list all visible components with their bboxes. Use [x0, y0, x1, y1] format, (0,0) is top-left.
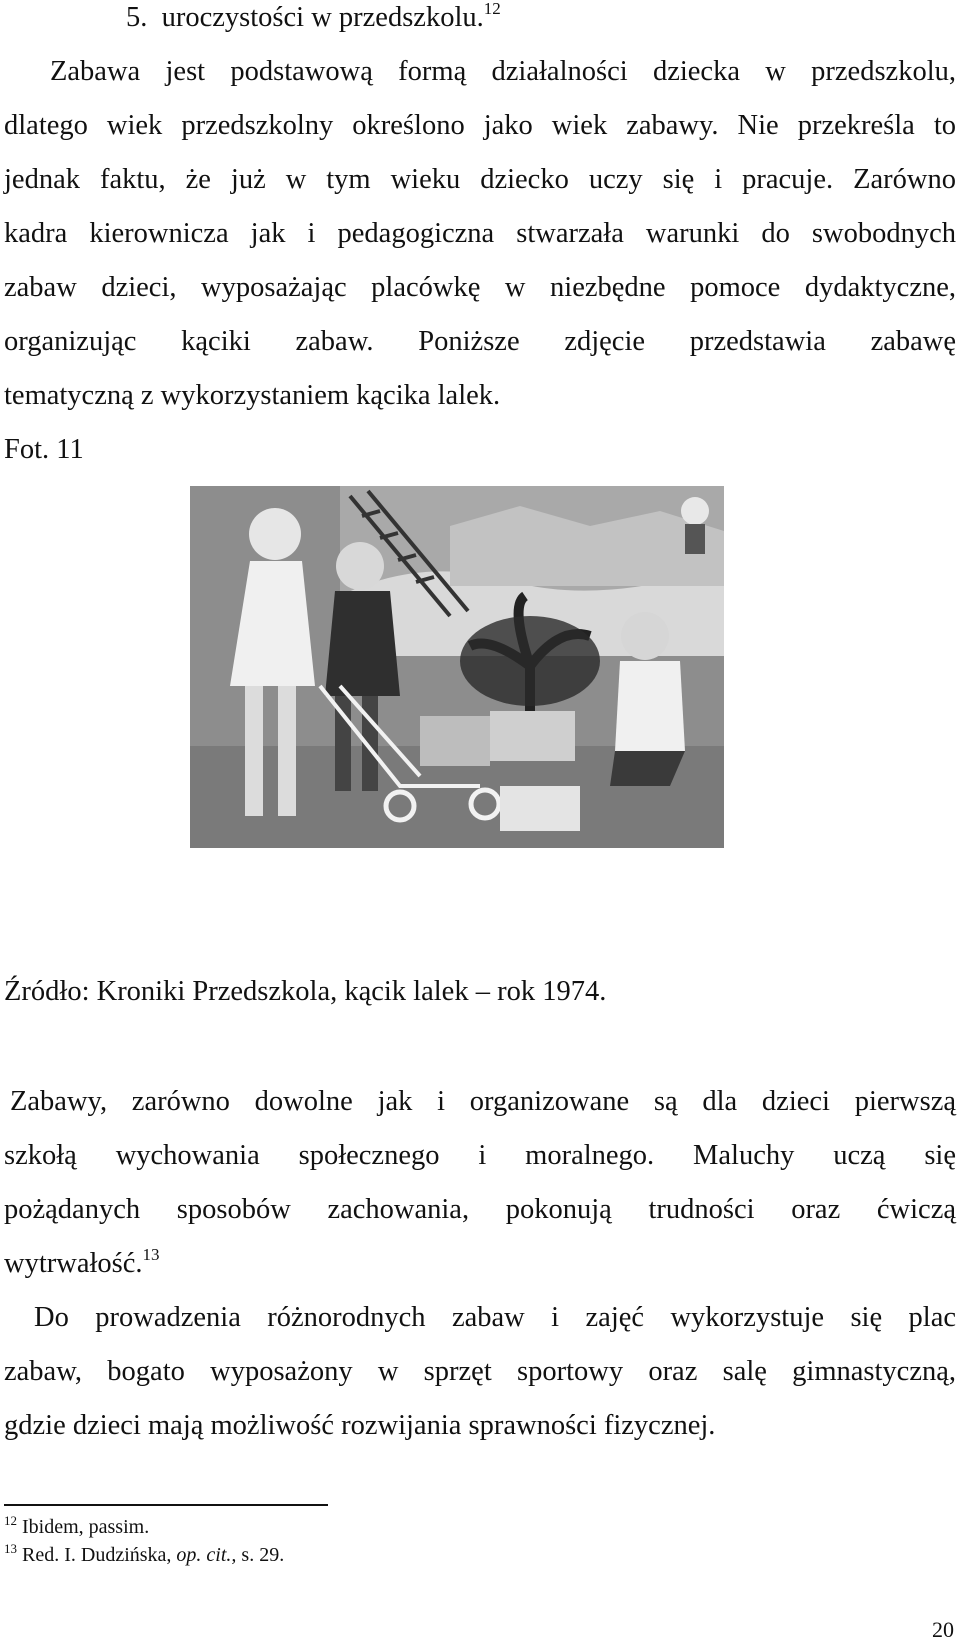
photo-doll-corner	[190, 486, 724, 848]
paragraph-line: kadra kierownicza jak i pedagogiczna stwarzała warunki do swobodnych	[4, 218, 956, 249]
footnote-number: 12	[4, 1513, 17, 1528]
footnote-text: Red. I. Dudzińska,	[22, 1544, 177, 1566]
figure-label: Fot. 11	[4, 434, 84, 465]
footnote-italic: op. cit.,	[176, 1544, 237, 1566]
paragraph-line: tematyczną z wykorzystaniem kącika lalek.	[4, 380, 501, 411]
footnote-ref: 13	[142, 1245, 160, 1264]
photo-illustration	[190, 486, 724, 848]
paragraph-line: organizując kąciki zabaw. Poniższe zdjęcie przedstawia zabawę	[4, 326, 956, 357]
figure-source: Źródło: Kroniki Przedszkola, kącik lalek – rok 1974.	[4, 976, 607, 1007]
paragraph-line: dlatego wiek przedszkolny określono jako wiek zabawy. Nie przekreśla to	[4, 110, 956, 141]
list-text: uroczystości w przedszkolu.	[161, 2, 484, 33]
page-number: 20	[932, 1617, 954, 1642]
paragraph-line: Zabawy, zarówno dowolne jak i organizowane są dla dzieci pierwszą	[10, 1086, 956, 1117]
paragraph-line: zabaw, bogato wyposażony w sprzęt sportowy oraz salę gimnastyczną,	[4, 1356, 956, 1387]
footnote-number: 13	[4, 1541, 17, 1556]
paragraph-line: Zabawa jest podstawową formą działalności dziecka w przedszkolu,	[50, 56, 956, 87]
footnote-ref: 12	[483, 0, 501, 18]
footnote	[4, 1513, 150, 1538]
footnote-separator	[4, 1504, 328, 1506]
paragraph-line: gdzie dzieci mają możliwość rozwijania sprawności fizycznej.	[4, 1410, 716, 1441]
list-item	[126, 2, 826, 34]
paragraph-text: wytrwałość.	[4, 1248, 143, 1279]
list-number: 5.	[126, 2, 148, 33]
paragraph-line: szkołą wychowania społecznego i moralnego. Maluchy uczą się	[4, 1140, 956, 1171]
paragraph-line: pożądanych sposobów zachowania, pokonują trudności oraz ćwiczą	[4, 1194, 956, 1225]
footnote	[4, 1541, 285, 1566]
paragraph-line: zabaw dzieci, wyposażając placówkę w niezbędne pomoce dydaktyczne,	[4, 272, 956, 303]
paragraph-line: jednak faktu, że już w tym wieku dziecko uczy się i pracuje. Zarówno	[4, 164, 956, 195]
footnote-text: Ibidem, passim.	[22, 1516, 150, 1538]
paragraph-line	[4, 1245, 956, 1280]
paragraph-line: Do prowadzenia różnorodnych zabaw i zajęć wykorzystuje się plac	[34, 1302, 956, 1333]
footnote-text: s. 29.	[236, 1544, 285, 1566]
